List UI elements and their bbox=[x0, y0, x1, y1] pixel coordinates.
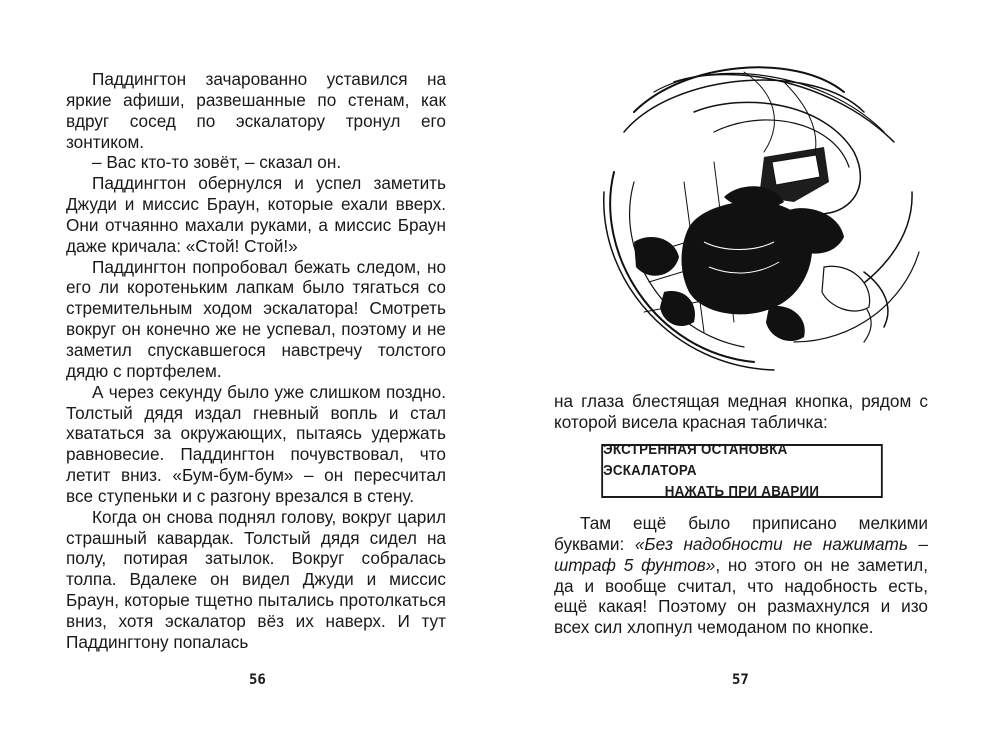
page-number-left: 56 bbox=[249, 672, 266, 688]
left-page-text bbox=[66, 69, 446, 653]
page-number-right: 57 bbox=[732, 672, 749, 688]
text-after-italic: , но этого он не заметил, да и вообще считал, что надобность есть, ещё какая! Поэтому он размахнулся и изо всех сил хлопнул чемоданом по кнопке. bbox=[554, 554, 928, 638]
paragraph: Паддингтон попробовал бежать следом, но его ли коротеньким лапкам было тягаться со стремительным ходом эскалатора! Смотреть вокруг он конечно же не успевал, поэтому и не заметил спускавшегося навстречу толстого дядю с портфелем. bbox=[66, 256, 446, 381]
paragraph bbox=[554, 513, 928, 638]
paragraph: – Вас кто-то зовёт, – сказал он. bbox=[92, 152, 342, 173]
paragraph: на глаза блестящая медная кнопка, рядом с которой висела красная табличка: bbox=[554, 391, 928, 432]
paragraph: Когда он снова поднял голову, вокруг царил страшный кавардак. Толстый дядя сидел на полу, потирая затылок. Вокруг собралась толпа. Вдалеке он видел Джуди и миссис Браун, которые тщетно пытались протолкаться вниз, хотя эскалатор вёз их наверх. И тут Паддингтону попалась bbox=[66, 506, 446, 652]
right-page-after-sign bbox=[554, 513, 928, 638]
paragraph: Паддингтон зачарованно уставился на яркие афиши, развешанные по стенам, как вдруг сосед по эскалатору тронул его зонтиком. bbox=[66, 69, 446, 152]
paragraph: А через секунду было уже слишком поздно. Толстый дядя издал гневный вопль и стал хвататься за окружающих, пытаясь удержать равновесие. Паддингтон почувствовал, что летит вниз. «Бум-бум-бум» – он пересчитал все ступеньки и с разгону врезался в стену. bbox=[66, 381, 446, 506]
emergency-stop-sign bbox=[601, 441, 883, 500]
paragraph: Паддингтон обернулся и успел заметить Джуди и миссис Браун, которые ехали вверх. Они отчаянно махали руками, а миссис Браун даже кричала: «Стой! Стой!» bbox=[66, 173, 446, 256]
sign-line-1: ЭКСТРЕННАЯ ОСТАНОВКА ЭСКАЛАТОРА bbox=[603, 441, 788, 479]
text-before-italic: Там ещё было приписано мелкими буквами: bbox=[554, 513, 928, 554]
right-page-continuation bbox=[554, 391, 928, 433]
italic-note: «Без надобности не нажимать – штраф 5 фунтов» bbox=[554, 533, 929, 575]
sign-line-2: НАЖАТЬ ПРИ АВАРИИ bbox=[664, 483, 820, 500]
escalator-fall-illustration bbox=[594, 52, 924, 374]
